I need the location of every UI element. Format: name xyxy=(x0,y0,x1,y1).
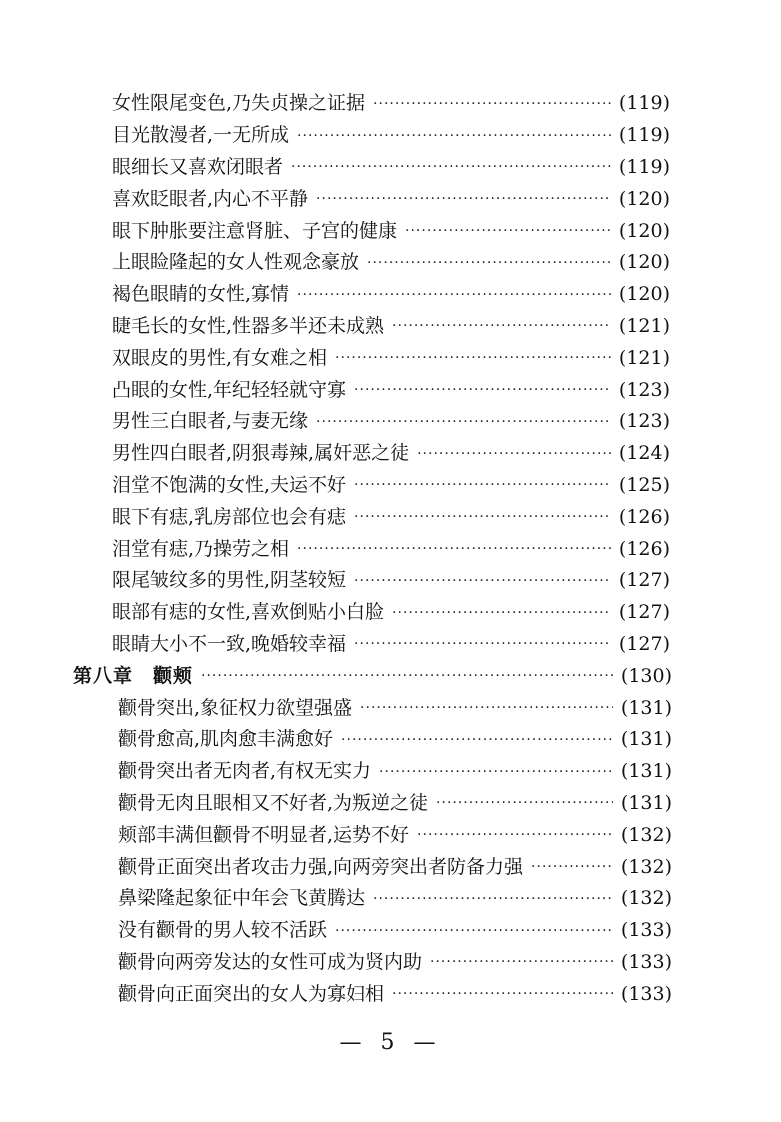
toc-entry-page: (127) xyxy=(618,632,670,655)
toc-entry-page: (131) xyxy=(620,728,672,751)
toc-entry-title: 鼻梁隆起象征中年会飞黄腾达 xyxy=(118,887,366,910)
leader-dots xyxy=(373,892,613,906)
toc-entry[interactable] xyxy=(0,597,670,629)
toc-entry-page: (133) xyxy=(620,919,672,942)
toc-entry-title: 颧骨无肉且眼相又不好者,为叛逆之徒 xyxy=(118,791,429,814)
toc-entry-title: 男性三白眼者,与妻无缘 xyxy=(112,410,309,433)
toc-entry-title: 眼睛大小不一致,晚婚较幸福 xyxy=(112,632,347,655)
leader-dots xyxy=(417,828,613,842)
leader-dots xyxy=(335,924,613,938)
toc-entry[interactable] xyxy=(0,947,672,979)
toc-entry-title: 男性四白眼者,阴狠毒辣,属奸恶之徒 xyxy=(112,442,410,465)
leader-dots xyxy=(379,765,613,779)
toc-entry-title: 没有颧骨的男人较不活跃 xyxy=(118,919,328,942)
toc-entry-page: (132) xyxy=(620,855,672,878)
toc-entry[interactable] xyxy=(0,756,672,788)
leader-dots xyxy=(316,415,611,429)
leader-dots xyxy=(405,224,611,238)
toc-entry[interactable] xyxy=(0,279,670,311)
leader-dots xyxy=(316,192,611,206)
toc-entry[interactable] xyxy=(0,342,670,374)
toc-entry-title: 颧骨突出者无肉者,有权无实力 xyxy=(118,760,372,783)
toc-entry-page: (123) xyxy=(618,378,670,401)
toc-entry-page: (120) xyxy=(618,283,670,306)
toc-entry-page: (133) xyxy=(620,950,672,973)
toc-entry[interactable] xyxy=(0,851,672,883)
leader-dots xyxy=(373,97,611,111)
toc-entry[interactable] xyxy=(0,470,670,502)
toc-entry-page: (126) xyxy=(618,537,670,560)
toc-entry[interactable] xyxy=(0,406,670,438)
chapter-page: (130) xyxy=(620,664,672,687)
leader-dots xyxy=(201,669,613,683)
toc-entry[interactable] xyxy=(0,215,670,247)
leader-dots xyxy=(417,447,611,461)
leader-dots xyxy=(430,955,613,969)
toc-entry-page: (132) xyxy=(620,823,672,846)
toc-entry-page: (120) xyxy=(618,251,670,274)
toc-entry[interactable] xyxy=(0,88,670,120)
table-of-contents xyxy=(0,88,781,1010)
toc-entry[interactable] xyxy=(0,533,670,565)
toc-entry-title: 眼细长又喜欢闭眼者 xyxy=(112,155,284,178)
toc-entry-title: 泪堂不饱满的女性,夫运不好 xyxy=(112,473,347,496)
toc-entry[interactable] xyxy=(0,883,672,915)
toc-entry-title: 目光散漫者,一无所成 xyxy=(112,124,290,147)
toc-entry-title: 双眼皮的男性,有女难之相 xyxy=(112,346,328,369)
toc-entry[interactable] xyxy=(0,247,670,279)
leader-dots xyxy=(531,860,613,874)
toc-entry-title: 眼下有痣,乳房部位也会有痣 xyxy=(112,505,347,528)
toc-entry-title: 喜欢眨眼者,内心不平静 xyxy=(112,187,309,210)
leader-dots xyxy=(360,701,613,715)
toc-entry-page: (131) xyxy=(620,760,672,783)
toc-entry[interactable] xyxy=(0,724,672,756)
toc-entry-page: (132) xyxy=(620,887,672,910)
toc-entry-page: (119) xyxy=(618,124,670,147)
page-number: — 5 — xyxy=(339,1030,442,1055)
leader-dots xyxy=(335,351,611,365)
toc-entry-page: (121) xyxy=(618,314,670,337)
toc-entry-page: (123) xyxy=(618,410,670,433)
toc-entry[interactable] xyxy=(0,692,672,724)
leader-dots xyxy=(291,160,611,174)
toc-entry-title: 眼部有痣的女性,喜欢倒贴小白脸 xyxy=(112,601,385,624)
toc-entry-title: 颧骨突出,象征权力欲望强盛 xyxy=(118,696,353,719)
toc-entry-page: (127) xyxy=(618,601,670,624)
toc-entry-page: (120) xyxy=(618,187,670,210)
toc-entry[interactable] xyxy=(0,183,670,215)
toc-entry-page: (131) xyxy=(620,696,672,719)
toc-entry[interactable] xyxy=(0,120,670,152)
toc-chapter-heading[interactable] xyxy=(0,660,672,692)
toc-entry[interactable] xyxy=(0,374,670,406)
leader-dots xyxy=(341,733,613,747)
toc-entry-title: 褐色眼睛的女性,寡情 xyxy=(112,283,290,306)
toc-entry-title: 凸眼的女性,年纪轻轻就守寡 xyxy=(112,378,347,401)
toc-entry-title: 颧骨向两旁发达的女性可成为贤内助 xyxy=(118,950,423,973)
toc-entry-title: 上眼睑隆起的女人性观念豪放 xyxy=(112,251,360,274)
toc-entry[interactable] xyxy=(0,629,670,661)
leader-dots xyxy=(297,129,611,143)
leader-dots xyxy=(354,510,611,524)
toc-entry-page: (124) xyxy=(618,442,670,465)
toc-entry-title: 泪堂有痣,乃操劳之相 xyxy=(112,537,290,560)
toc-entry-title: 睫毛长的女性,性器多半还未成熟 xyxy=(112,314,385,337)
leader-dots xyxy=(354,383,611,397)
toc-entry[interactable] xyxy=(0,788,672,820)
toc-entry-page: (119) xyxy=(618,92,670,115)
toc-entry-title: 颊部丰满但颧骨不明显者,运势不好 xyxy=(118,823,410,846)
toc-entry[interactable] xyxy=(0,565,670,597)
chapter-title: 第八章 颧颊 xyxy=(73,664,194,687)
leader-dots xyxy=(392,987,613,1001)
toc-entry[interactable] xyxy=(0,501,670,533)
toc-entry-title: 眼下肿胀要注意肾脏、子宫的健康 xyxy=(112,219,398,242)
toc-entry[interactable] xyxy=(0,311,670,343)
toc-entry-page: (126) xyxy=(618,505,670,528)
leader-dots xyxy=(354,637,611,651)
toc-entry-title: 女性限尾变色,乃失贞操之证据 xyxy=(112,92,366,115)
leader-dots xyxy=(297,288,611,302)
leader-dots xyxy=(436,796,613,810)
toc-entry-title: 颧骨正面突出者攻击力强,向两旁突出者防备力强 xyxy=(118,855,524,878)
leader-dots xyxy=(392,319,611,333)
leader-dots xyxy=(367,256,611,270)
toc-entry[interactable] xyxy=(0,915,672,947)
toc-entry-page: (127) xyxy=(618,569,670,592)
leader-dots xyxy=(392,606,611,620)
leader-dots xyxy=(354,574,611,588)
toc-entry[interactable] xyxy=(0,819,672,851)
toc-entry-page: (120) xyxy=(618,219,670,242)
toc-entry-page: (121) xyxy=(618,346,670,369)
toc-entry-page: (119) xyxy=(618,155,670,178)
leader-dots xyxy=(354,478,611,492)
leader-dots xyxy=(297,542,611,556)
toc-entry[interactable] xyxy=(0,438,670,470)
toc-entry-title: 限尾皱纹多的男性,阴茎较短 xyxy=(112,569,347,592)
toc-entry-page: (125) xyxy=(618,473,670,496)
toc-entry-title: 颧骨向正面突出的女人为寡妇相 xyxy=(118,982,385,1005)
toc-entry-page: (131) xyxy=(620,791,672,814)
toc-entry[interactable] xyxy=(0,152,670,184)
toc-entry[interactable] xyxy=(0,978,672,1010)
toc-entry-title: 颧骨愈高,肌肉愈丰满愈好 xyxy=(118,728,334,751)
toc-entry-page: (133) xyxy=(620,982,672,1005)
